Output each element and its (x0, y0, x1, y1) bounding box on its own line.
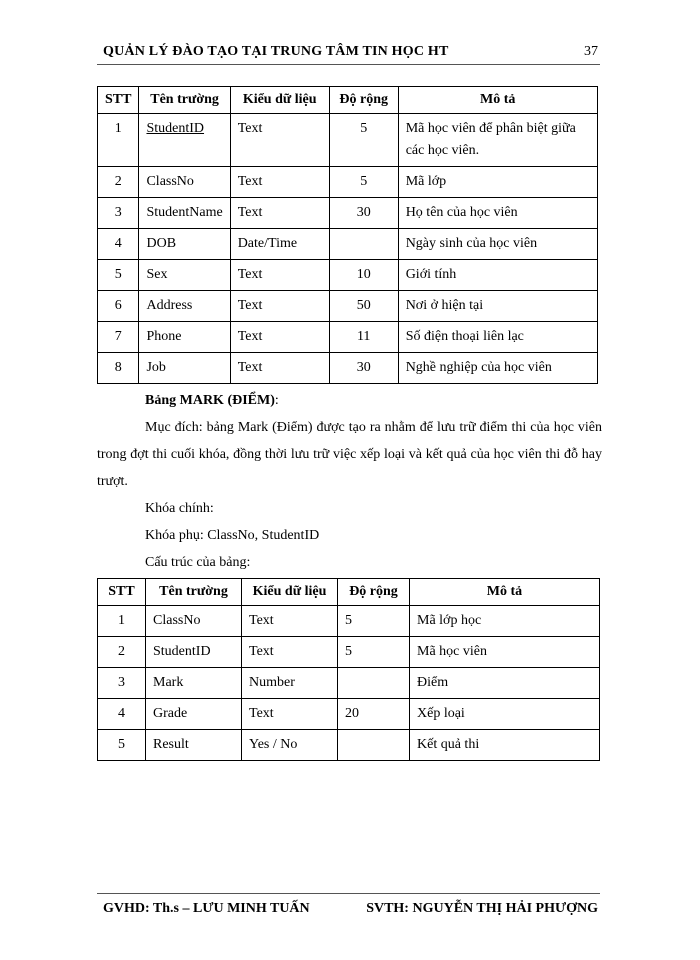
cell-type: Text (242, 699, 338, 730)
cell-type: Yes / No (242, 730, 338, 761)
cell-stt: 3 (98, 668, 146, 699)
cell-desc: Xếp loại (410, 699, 600, 730)
page-footer (97, 893, 600, 924)
cell-desc: Nghề nghiệp của học viên (398, 353, 597, 384)
column-header: Kiểu dữ liệu (242, 579, 338, 606)
cell-width: 5 (338, 637, 410, 668)
cell-width: 5 (338, 606, 410, 637)
table-row (98, 353, 598, 384)
cell-desc: Mã học viên để phân biệt giữa các học viên. (398, 114, 597, 167)
cell-desc: Ngày sinh của học viên (398, 229, 597, 260)
structure-line: Cấu trúc của bảng: (145, 555, 251, 570)
foreign-key-line: Khóa phụ: ClassNo, StudentID (145, 528, 320, 543)
cell-stt: 3 (98, 198, 139, 229)
cell-field: StudentName (139, 198, 230, 229)
cell-stt: 2 (98, 167, 139, 198)
footer-supervisor: GVHD: Th.s – LƯU MINH TUẤN (103, 901, 310, 916)
cell-type: Text (230, 291, 329, 322)
cell-field: ClassNo (146, 606, 242, 637)
cell-width (329, 229, 398, 260)
table-row (98, 322, 598, 353)
cell-field: Address (139, 291, 230, 322)
column-header: Mô tả (398, 87, 597, 114)
column-header: STT (98, 579, 146, 606)
cell-width: 50 (329, 291, 398, 322)
cell-type: Text (242, 606, 338, 637)
cell-field: Job (139, 353, 230, 384)
student-table (97, 86, 598, 384)
column-header: Mô tả (410, 579, 600, 606)
cell-field: Result (146, 730, 242, 761)
table-row (98, 167, 598, 198)
cell-width (338, 668, 410, 699)
cell-stt: 1 (98, 114, 139, 167)
cell-field: Grade (146, 699, 242, 730)
cell-width: 5 (329, 167, 398, 198)
cell-stt: 2 (98, 637, 146, 668)
column-header: Kiểu dữ liệu (230, 87, 329, 114)
column-header: Độ rộng (329, 87, 398, 114)
cell-width: 30 (329, 198, 398, 229)
page-header (97, 44, 600, 65)
cell-desc: Mã lớp (398, 167, 597, 198)
cell-stt: 1 (98, 606, 146, 637)
cell-type: Text (230, 322, 329, 353)
cell-field (139, 114, 230, 167)
column-header: Tên trường (146, 579, 242, 606)
cell-desc: Nơi ở hiện tại (398, 291, 597, 322)
cell-type: Text (230, 198, 329, 229)
cell-desc: Số điện thoại liên lạc (398, 322, 597, 353)
cell-type: Number (242, 668, 338, 699)
table-row (98, 637, 600, 668)
cell-stt: 7 (98, 322, 139, 353)
cell-width (338, 730, 410, 761)
cell-width: 5 (329, 114, 398, 167)
table-row (98, 198, 598, 229)
column-header: STT (98, 87, 139, 114)
section-title-text: Bảng MARK (ĐIỂM) (145, 393, 275, 408)
cell-field-text: StudentID (146, 121, 205, 136)
cell-type: Date/Time (230, 229, 329, 260)
section-title-suffix: : (274, 393, 279, 408)
cell-stt: 4 (98, 229, 139, 260)
cell-field: StudentID (146, 637, 242, 668)
cell-desc: Giới tính (398, 260, 597, 291)
cell-field: Phone (139, 322, 230, 353)
table-row (98, 229, 598, 260)
cell-field: Mark (146, 668, 242, 699)
cell-desc: Điểm (410, 668, 600, 699)
footer-student: SVTH: NGUYỄN THỊ HẢI PHƯỢNG (366, 901, 598, 916)
cell-stt: 4 (98, 699, 146, 730)
cell-width: 30 (329, 353, 398, 384)
cell-type: Text (230, 167, 329, 198)
column-header: Tên trường (139, 87, 230, 114)
cell-stt: 8 (98, 353, 139, 384)
table-row (98, 114, 598, 167)
table-row (98, 730, 600, 761)
mark-table (97, 578, 600, 761)
cell-type: Text (230, 114, 329, 167)
table-row (98, 291, 598, 322)
cell-desc: Mã học viên (410, 637, 600, 668)
cell-desc: Họ tên của học viên (398, 198, 597, 229)
cell-field: Sex (139, 260, 230, 291)
column-header: Độ rộng (338, 579, 410, 606)
table-row (98, 668, 600, 699)
cell-type: Text (230, 353, 329, 384)
cell-width: 11 (329, 322, 398, 353)
section-title (145, 387, 279, 414)
table-row (98, 606, 600, 637)
primary-key-line: Khóa chính: (145, 501, 214, 516)
cell-field: DOB (139, 229, 230, 260)
table-header-row (98, 87, 598, 114)
cell-stt: 5 (98, 730, 146, 761)
cell-width: 20 (338, 699, 410, 730)
table-header-row (98, 579, 600, 606)
table-row (98, 260, 598, 291)
table-row (98, 699, 600, 730)
cell-desc: Kết quả thi (410, 730, 600, 761)
header-title: QUẢN LÝ ĐÀO TẠO TẠI TRUNG TÂM TIN HỌC HT (103, 44, 449, 59)
page-number: 37 (584, 44, 598, 59)
cell-type: Text (230, 260, 329, 291)
cell-stt: 6 (98, 291, 139, 322)
cell-desc: Mã lớp học (410, 606, 600, 637)
cell-type: Text (242, 637, 338, 668)
cell-field: ClassNo (139, 167, 230, 198)
cell-stt: 5 (98, 260, 139, 291)
purpose-paragraph: Mục đích: bảng Mark (Điểm) được tạo ra nhằm để lưu trữ điểm thi của học viên trong đợt thi cuối khóa, đồng thời lưu trữ việc xếp loại và kết quả của học viên thi đỗ hay trượt. (97, 420, 602, 489)
cell-width: 10 (329, 260, 398, 291)
